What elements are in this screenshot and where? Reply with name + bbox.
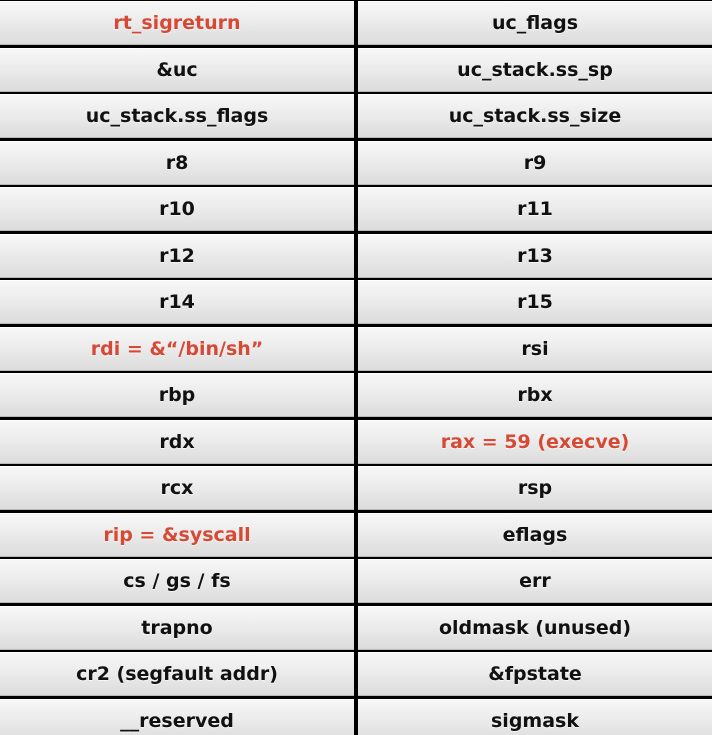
- cell-rsp: rsp: [358, 466, 712, 510]
- cell-rdi: rdi = &“/bin/sh”: [0, 327, 354, 371]
- cell-rax: rax = 59 (execve): [358, 420, 712, 464]
- cell-uc-stack-ss-flags: uc_stack.ss_flags: [0, 94, 354, 138]
- cell-fpstate: &fpstate: [358, 652, 712, 696]
- cell-trapno: trapno: [0, 606, 354, 650]
- cell-uc-stack-ss-sp: uc_stack.ss_sp: [358, 48, 712, 92]
- cell-r8: r8: [0, 141, 354, 185]
- cell-uc-address: &uc: [0, 48, 354, 92]
- cell-eflags: eflags: [358, 513, 712, 557]
- cell-rip: rip = &syscall: [0, 513, 354, 557]
- cell-r10: r10: [0, 187, 354, 231]
- cell-rbx: rbx: [358, 373, 712, 417]
- cell-sigmask: sigmask: [358, 699, 712, 735]
- cell-reserved: __reserved: [0, 699, 354, 735]
- cell-r13: r13: [358, 234, 712, 278]
- cell-r9: r9: [358, 141, 712, 185]
- cell-rsi: rsi: [358, 327, 712, 371]
- cell-uc-stack-ss-size: uc_stack.ss_size: [358, 94, 712, 138]
- cell-r14: r14: [0, 280, 354, 324]
- cell-r12: r12: [0, 234, 354, 278]
- cell-r11: r11: [358, 187, 712, 231]
- cell-cr2: cr2 (segfault addr): [0, 652, 354, 696]
- cell-rt-sigreturn: rt_sigreturn: [0, 1, 354, 45]
- cell-rdx: rdx: [0, 420, 354, 464]
- cell-uc-flags: uc_flags: [358, 1, 712, 45]
- cell-rbp: rbp: [0, 373, 354, 417]
- cell-err: err: [358, 559, 712, 603]
- cell-cs-gs-fs: cs / gs / fs: [0, 559, 354, 603]
- cell-oldmask: oldmask (unused): [358, 606, 712, 650]
- cell-rcx: rcx: [0, 466, 354, 510]
- cell-r15: r15: [358, 280, 712, 324]
